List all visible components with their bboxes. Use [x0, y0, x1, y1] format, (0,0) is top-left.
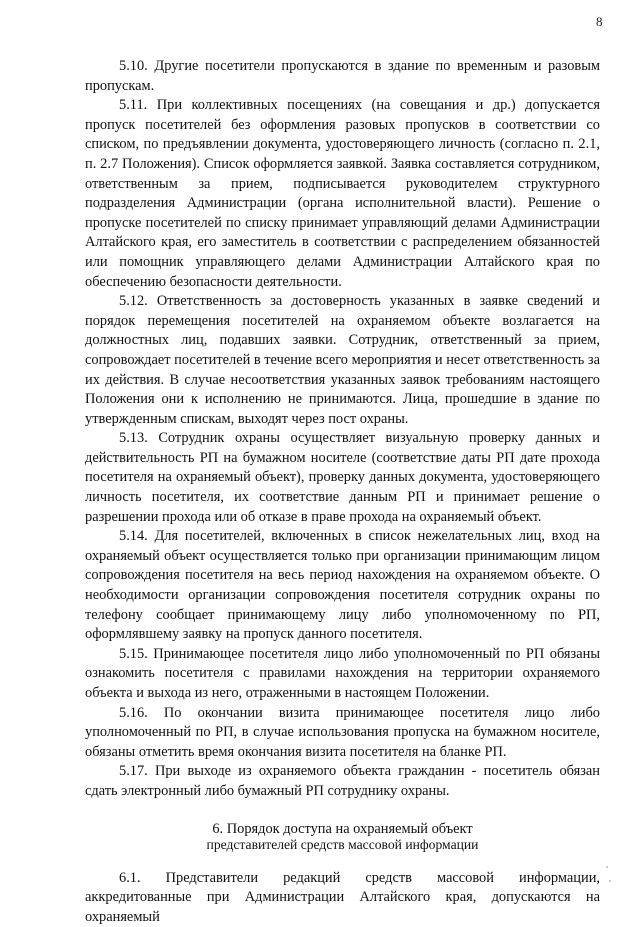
paragraph-5-11: 5.11. При коллективных посещениях (на совещания и др.) допускается пропуск посетителей без оформления разовых пропусков в соответствии со списком, по предъявлении документа, удостоверяющего личность (согласно п. 2.1, п. 2.7 Положения). Список оформляется заявкой. Заявка составляется сотрудником, ответственным за прием, подписывается руководителем структурного подразделения Администрации (органа исполнительной власти). Решение о пропуске посетителей по списку принимает управляющий делами Администрации Алтайского края, его заместитель в соответствии с распределением обязанностей или помощник управляющего делами Администрации Алтайского края по обеспечению безопасности деятельности.	[85, 97, 600, 290]
paragraph-6-1: 6.1. Представители редакций средств массовой информации, аккредитованные при Администрации Алтайского края, допускаются на охраняемый	[85, 869, 600, 925]
scan-speck	[609, 880, 611, 882]
page-number: 8	[596, 14, 603, 29]
paragraph-5-12: 5.12. Ответственность за достоверность указанных в заявке сведений и порядок перемещения посетителей на охраняемом объекте возлагается на должностных лиц, подавших заявки. Сотрудник, ответственный за прием, сопровождает посетителей в течение всего мероприятия и несет ответственность за их действия. В случае несоответствия указанных заявок требованиям настоящего Положения они к исполнению не принимаются. Лица, прошедшие в здание по утвержденным спискам, выходят через пост охраны.	[85, 293, 600, 427]
paragraph-5-14: 5.14. Для посетителей, включенных в список нежелательных лиц, вход на охраняемый объект осуществляется только при организации принимающим лицом сопровождения посетителя на весь период нахождения на охраняемом объекте. О необходимости организации сопровождения посетителя сотрудник охраны по телефону сообщает принимающему лицу либо уполномоченному по РП, оформлявшему заявку на пропуск данного посетителя.	[85, 528, 600, 643]
paragraph-5-16: 5.16. По окончании визита принимающее посетителя лицо либо уполномоченный по РП, в случае использования пропуска на бумажном носителе, обязаны отметить время окончания визита посетителя на бланке РП.	[85, 704, 600, 760]
scan-speck	[606, 866, 608, 868]
section-heading-line-1: 6. Порядок доступа на охраняемый объект	[212, 820, 473, 837]
paragraph-5-10: 5.10. Другие посетители пропускаются в здание по временным и разовым пропускам.	[85, 58, 600, 94]
document-body	[85, 57, 600, 927]
section-heading-line-2: представителей средств массовой информации	[206, 837, 479, 853]
paragraph-5-15: 5.15. Принимающее посетителя лицо либо уполномоченный по РП обязаны ознакомить посетителя с правилами нахождения на территории охраняемого объекта и выхода из него, отраженными в настоящем Положении.	[85, 645, 600, 701]
section-6-heading	[85, 822, 600, 853]
paragraph-5-17: 5.17. При выходе из охраняемого объекта гражданин - посетитель обязан сдать электронный либо бумажный РП сотруднику охраны.	[85, 763, 600, 799]
paragraph-5-13: 5.13. Сотрудник охраны осуществляет визуальную проверку данных и действительность РП на бумажном носителе (соответствие даты РП дате прохода посетителя на охраняемый объект), проверку данных документа, удостоверяющего личность посетителя, их соответствие данным РП и принимает решение о разрешении прохода или об отказе в праве прохода на охраняемый объект.	[85, 430, 600, 525]
